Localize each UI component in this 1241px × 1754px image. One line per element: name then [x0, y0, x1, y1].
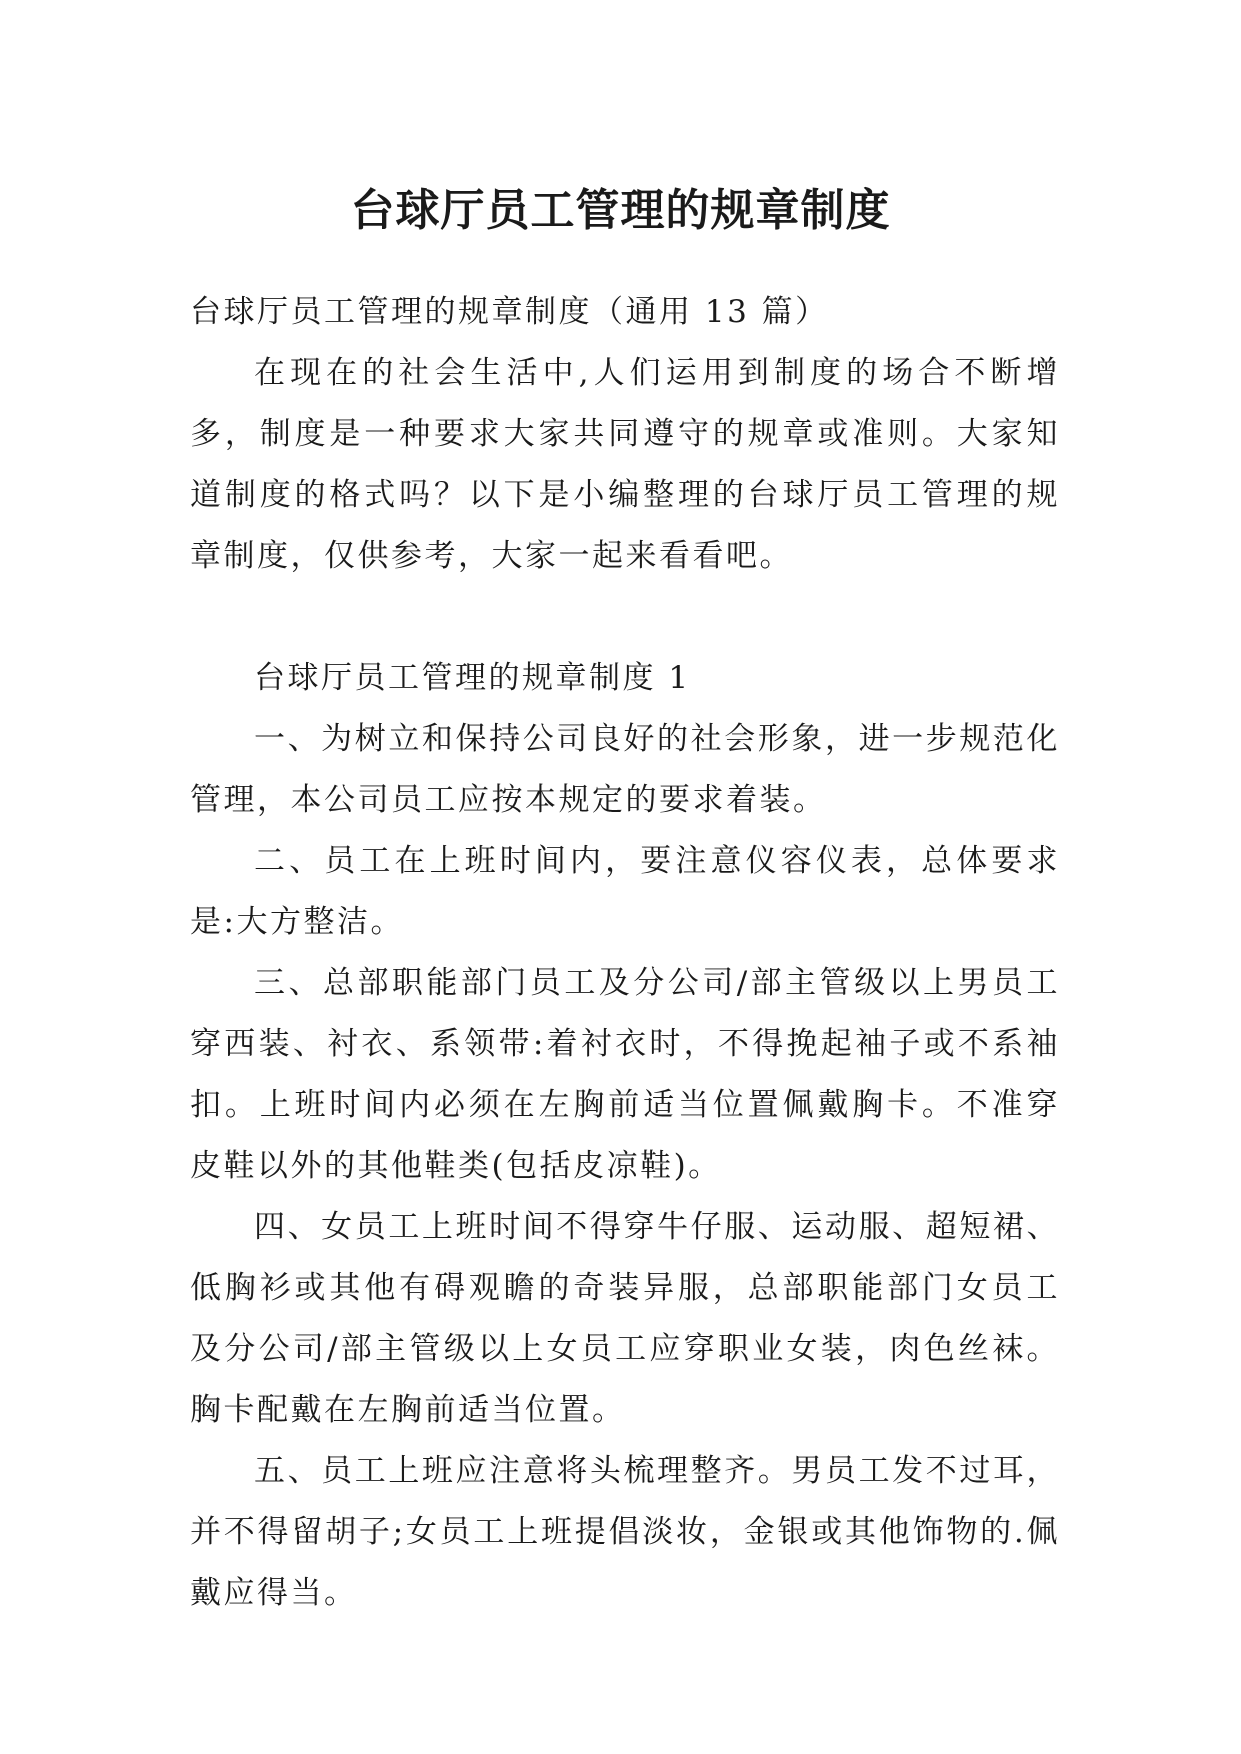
body-paragraph: 一、为树立和保持公司良好的社会形象，进一步规范化管理，本公司员工应按本规定的要求着装。 [190, 721, 1060, 818]
document-body [190, 282, 1060, 1624]
section-spacer [190, 587, 1060, 648]
section-heading: 台球厅员工管理的规章制度 1 [254, 660, 691, 696]
body-paragraph: 三、总部职能部门员工及分公司/部主管级以上男员工穿西装、衬衣、系领带:着衬衣时，不得挽起袖子或不系袖扣。上班时间内必须在左胸前适当位置佩戴胸卡。不准穿皮鞋以外的其他鞋类(包括皮凉鞋)。 [190, 965, 1060, 1184]
body-paragraph: 五、员工上班应注意将头梳理整齐。男员工发不过耳，并不得留胡子;女员工上班提倡淡妆，金银或其他饰物的.佩戴应得当。 [190, 1453, 1060, 1611]
body-paragraph: 四、女员工上班时间不得穿牛仔服、运动服、超短裙、低胸衫或其他有碍观瞻的奇装异服，总部职能部门女员工及分公司/部主管级以上女员工应穿职业女装，肉色丝袜。胸卡配戴在左胸前适当位置。 [190, 1209, 1060, 1428]
intro-paragraph: 在现在的社会生活中,人们运用到制度的场合不断增多，制度是一种要求大家共同遵守的规章或准则。大家知道制度的格式吗？以下是小编整理的台球厅员工管理的规章制度，仅供参考，大家一起来看看吧。 [190, 355, 1060, 574]
document-title: 台球厅员工管理的规章制度 [350, 185, 891, 237]
body-paragraph: 二、员工在上班时间内，要注意仪容仪表，总体要求是:大方整洁。 [190, 843, 1060, 940]
document-subtitle: 台球厅员工管理的规章制度（通用 13 篇） [190, 294, 829, 330]
